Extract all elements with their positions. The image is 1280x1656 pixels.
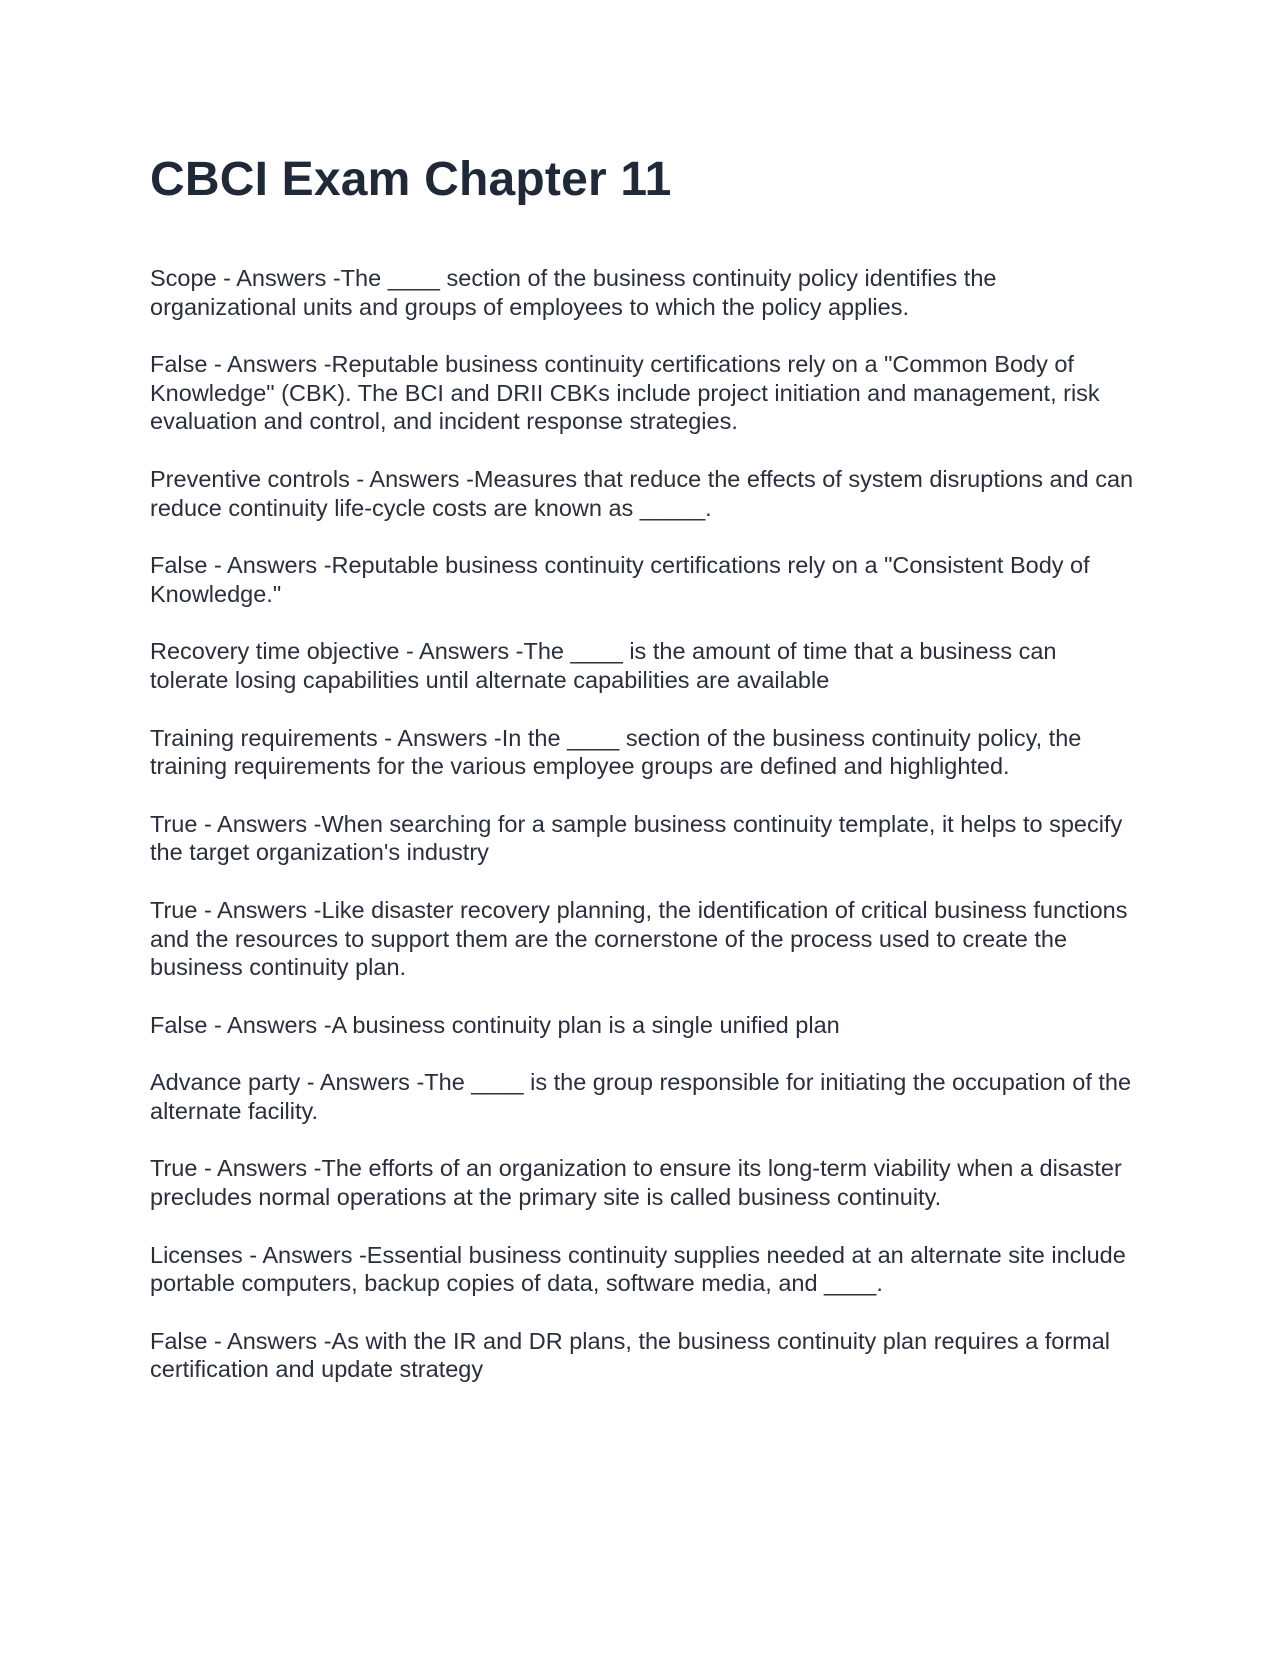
qa-item-consistent-body: False - Answers -Reputable business continuity certifications rely on a "Consistent Body of Knowledge."	[150, 552, 1090, 607]
qa-list	[150, 264, 1140, 1413]
qa-item-recovery-time-objective: Recovery time objective - Answers -The ____ is the amount of time that a business can tolerate losing capabilities until alternate capabilities are available	[150, 638, 1057, 693]
qa-item-advance-party: Advance party - Answers -The ____ is the group responsible for initiating the occupation of the alternate facility.	[150, 1069, 1132, 1124]
qa-item-common-body: False - Answers -Reputable business continuity certifications rely on a "Common Body of Knowledge" (CBK). The BCI and DRII CBKs include project initiation and management, risk evaluation and control, and incident response strategies.	[150, 351, 1100, 435]
qa-item-single-unified-plan: False - Answers -A business continuity plan is a single unified plan	[150, 1011, 840, 1038]
qa-item-certification-strategy: False - Answers -As with the IR and DR plans, the business continuity plan requires a formal certification and update strategy	[150, 1327, 1111, 1383]
qa-item-licenses: Licenses - Answers -Essential business continuity supplies needed at an alternate site include portable computers, backup copies of data, software media, and ____.	[150, 1241, 1126, 1297]
qa-item-sample-template: True - Answers -When searching for a sample business continuity template, it helps to specify the target organization's industry	[150, 810, 1123, 866]
qa-item-preventive-controls: Preventive controls - Answers -Measures that reduce the effects of system disruptions and can reduce continuity life-cycle costs are known as _____.	[150, 465, 1134, 521]
qa-item-critical-functions: True - Answers -Like disaster recovery planning, the identification of critical business functions and the resources to support them are the cornerstone of the process used to create the business continuity plan.	[150, 896, 1128, 981]
qa-item-scope: Scope - Answers -The ____ section of the business continuity policy identifies the organizational units and groups of employees to which the policy applies.	[150, 265, 997, 320]
qa-item-training-requirements: Training requirements - Answers -In the ____ section of the business continuity policy, the training requirements for the various employee groups are defined and highlighted.	[150, 724, 1082, 780]
document-title: CBCI Exam Chapter 11	[150, 153, 672, 206]
qa-item-long-term-viability: True - Answers -The efforts of an organization to ensure its long-term viability when a disaster precludes normal operations at the primary site is called business continuity.	[150, 1155, 1122, 1211]
